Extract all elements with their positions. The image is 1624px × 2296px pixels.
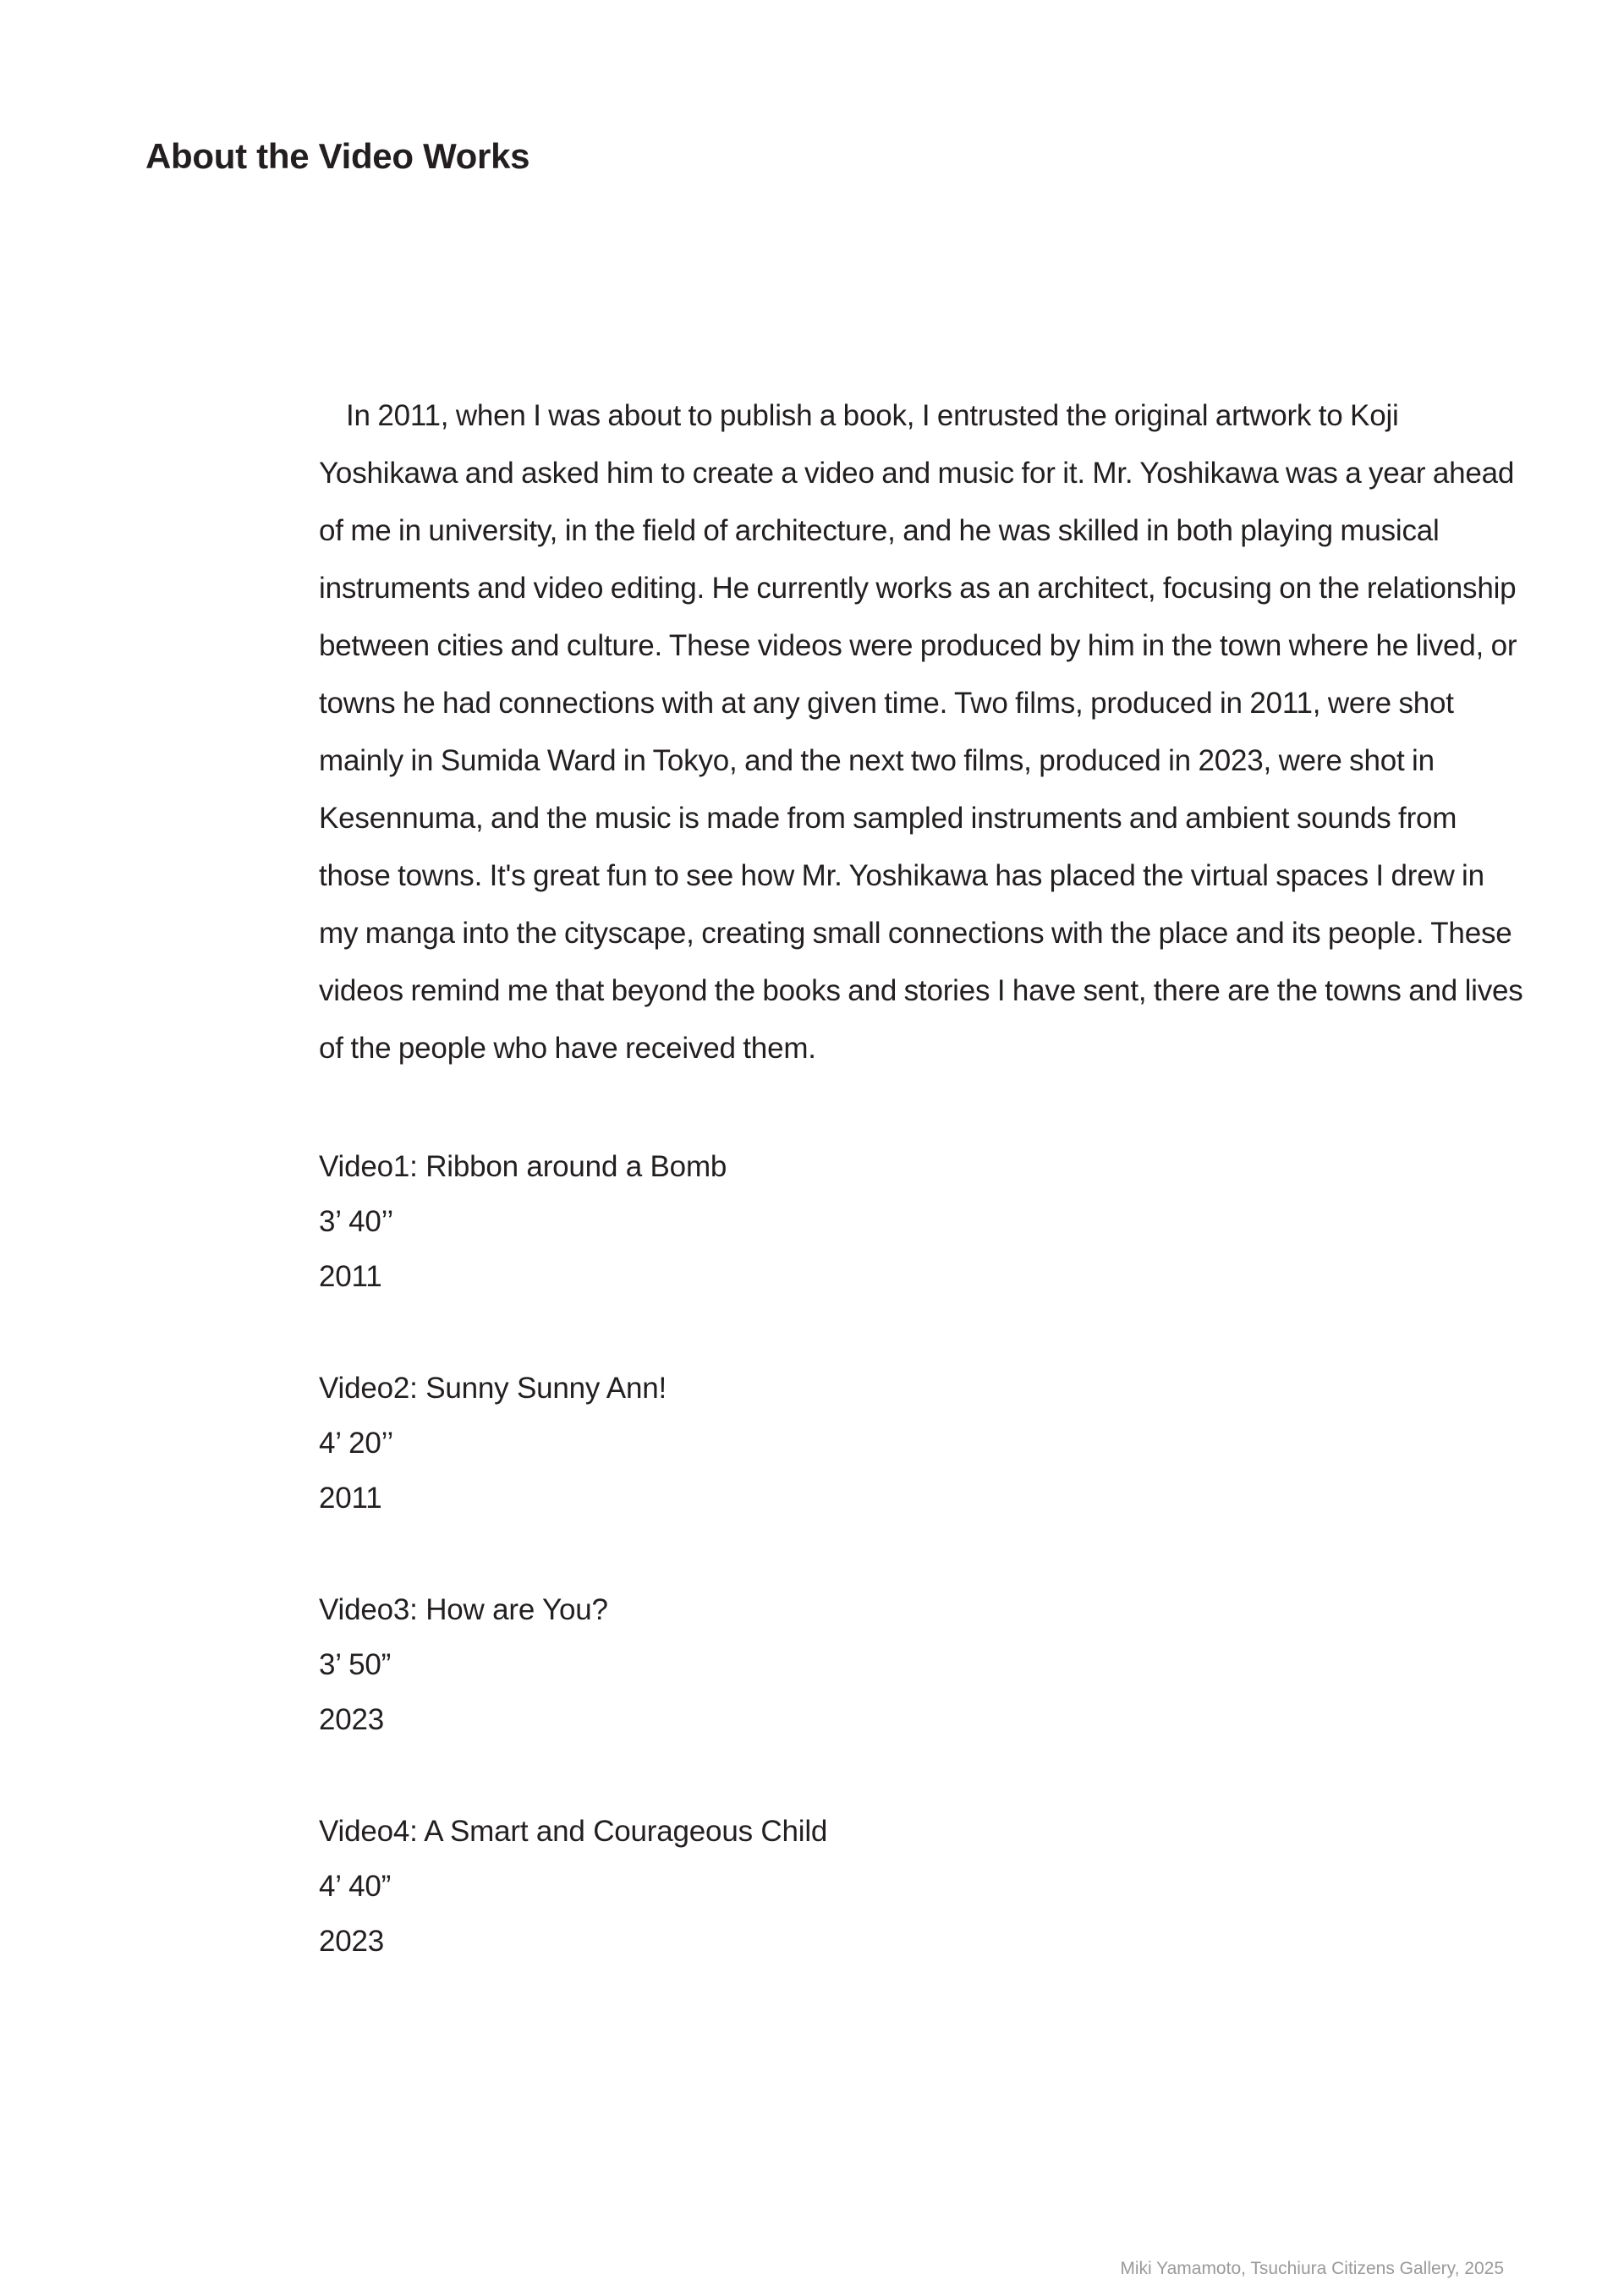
video-year: 2023 — [319, 1703, 385, 1736]
video-duration: 4’ 20’’ — [319, 1427, 394, 1460]
video-title: Video3: How are You? — [319, 1593, 608, 1626]
video-item-1 — [319, 1139, 1524, 1304]
video-duration: 4’ 40” — [319, 1870, 392, 1903]
page-title: About the Video Works — [145, 136, 530, 176]
video-item-4 — [319, 1804, 1524, 1969]
video-duration: 3’ 50” — [319, 1648, 392, 1681]
video-year: 2011 — [319, 1482, 382, 1515]
video-title: Video1: Ribbon around a Bomb — [319, 1150, 727, 1183]
video-list — [319, 1139, 1524, 1969]
video-title: Video2: Sunny Sunny Ann! — [319, 1372, 667, 1405]
footer-credit: Miki Yamamoto, Tsuchiura Citizens Gallery, 2025 — [1120, 2259, 1504, 2278]
main-content — [319, 387, 1524, 2025]
video-item-3 — [319, 1582, 1524, 1747]
video-year: 2011 — [319, 1260, 382, 1293]
body-paragraph: In 2011, when I was about to publish a book, I entrusted the original artwork to Koji Yoshikawa and asked him to create a video and music for it. Mr. Yoshikawa was a year ahead of me in university, in the field of architecture, and he was skilled in both playing musical instruments and video editing. He currently works as an architect, focusing on the relationship between cities and culture. These videos were produced by him in the town where he lived, or towns he had connections with at any given time. Two films, produced in 2011, were shot mainly in Sumida Ward in Tokyo, and the next two films, produced in 2023, were shot in Kesennuma, and the music is made from sampled instruments and ambient sounds from those towns. It's great fun to see how Mr. Yoshikawa has placed the virtual spaces I drew in my manga into the cityscape, creating small connections with the place and its people. These videos remind me that beyond the books and stories I have sent, there are the towns and lives of the people who have received them. — [319, 399, 1523, 1065]
video-item-2 — [319, 1361, 1524, 1526]
video-title: Video4: A Smart and Courageous Child — [319, 1815, 828, 1848]
video-year: 2023 — [319, 1925, 385, 1958]
video-duration: 3’ 40’’ — [319, 1205, 394, 1238]
